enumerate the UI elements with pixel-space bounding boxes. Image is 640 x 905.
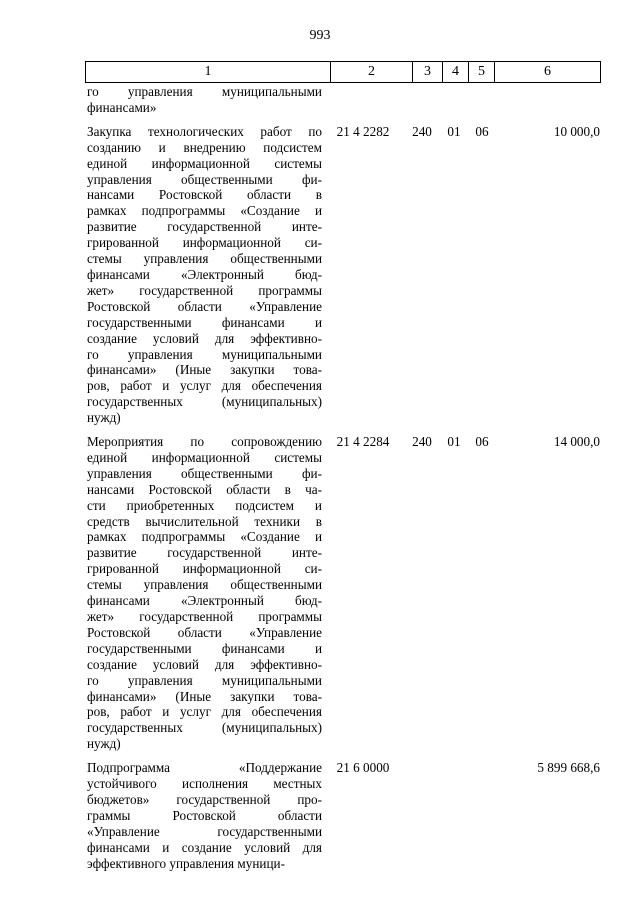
row-sum: 10 000,0 (553, 123, 600, 139)
row-subsection: 06 (475, 434, 489, 450)
description-line: бюджетов» государственной про- (87, 791, 322, 807)
row-expense-type: 240 (412, 434, 432, 450)
description-line: финансами» (87, 99, 157, 115)
description-line: нужд) (87, 410, 121, 426)
description-line: финансами» (Иные закупки това- (87, 362, 322, 378)
description-line: нужд) (87, 736, 121, 752)
row-description (85, 760, 322, 871)
description-line: стемы управления общественными (87, 251, 322, 267)
description-line: управления общественными фи- (87, 171, 322, 187)
table-row (85, 760, 600, 871)
description-line: эффективного управления муници- (87, 855, 285, 871)
description-line: государственными финансами и (87, 640, 322, 656)
header-col-3: 3 (413, 62, 443, 83)
description-line: единой информационной системы (87, 155, 322, 171)
description-line: финансами «Электронный бюд- (87, 266, 322, 282)
description-line: рамках подпрограммы «Создание и (87, 203, 322, 219)
row-description (85, 434, 322, 752)
row-sum: 14 000,0 (553, 434, 600, 450)
description-line: го управления муниципальными (87, 346, 322, 362)
row-expense-type: 240 (412, 123, 432, 139)
row-code: 21 4 2284 (336, 434, 390, 450)
description-line: грированной информационной си- (87, 235, 322, 251)
description-line: Подпрограмма «Поддержание (87, 760, 322, 776)
table-header (85, 61, 601, 83)
description-line: сти приобретенных подсистем и (87, 497, 322, 513)
row-sum: 5 899 668,6 (537, 760, 600, 776)
description-line: управления общественными фи- (87, 465, 322, 481)
description-line: Ростовской области «Управление (87, 624, 322, 640)
description-line: ров, работ и услуг для обеспечения (87, 704, 322, 720)
row-section: 01 (447, 123, 461, 139)
description-line: грированной информационной си- (87, 561, 322, 577)
description-line: граммы Ростовской области (87, 807, 322, 823)
table-row (85, 434, 600, 752)
header-col-2: 2 (331, 62, 413, 83)
description-line: государственными финансами и (87, 314, 322, 330)
header-col-1: 1 (86, 62, 331, 83)
description-line: нансами Ростовской области в (87, 187, 322, 203)
description-line: ров, работ и услуг для обеспечения (87, 378, 322, 394)
table-row (85, 84, 600, 116)
header-col-5: 5 (469, 62, 495, 83)
description-line: финансами» (Иные закупки това- (87, 688, 322, 704)
description-line: «Управление государственными (87, 823, 322, 839)
description-line: Закупка технологических работ по (87, 123, 322, 139)
description-line: средств вычислительной техники в (87, 513, 322, 529)
description-line: жет» государственной программы (87, 609, 322, 624)
table-row (85, 124, 600, 426)
description-line: государственных (муниципальных) (87, 394, 322, 410)
description-line: Мероприятия по сопровождению (87, 434, 322, 450)
description-line: устойчивого исполнения местных (87, 776, 322, 792)
description-line: финансами и создание условий для (87, 839, 322, 855)
row-description (85, 84, 322, 116)
page-number: 993 (309, 28, 331, 43)
description-line: финансами «Электронный бюд- (87, 593, 322, 609)
description-line: создание условий для эффективно- (87, 656, 322, 672)
description-line: нансами Ростовской области в ча- (87, 481, 322, 497)
description-line: создание условий для эффективно- (87, 330, 322, 346)
description-line: единой информационной системы (87, 449, 322, 465)
header-col-6: 6 (495, 62, 601, 83)
description-line: развитие государственной инте- (87, 219, 322, 235)
description-line: го управления муниципальными (87, 84, 322, 99)
description-line: государственных (муниципальных) (87, 720, 322, 736)
row-description (85, 124, 322, 426)
description-line: стемы управления общественными (87, 577, 322, 593)
header-col-4: 4 (443, 62, 469, 83)
description-line: развитие государственной инте- (87, 545, 322, 561)
table-body (85, 84, 600, 880)
description-line: го управления муниципальными (87, 672, 322, 688)
description-line: жет» государственной программы (87, 282, 322, 298)
row-subsection: 06 (475, 123, 489, 139)
row-section: 01 (447, 434, 461, 450)
description-line: рамках подпрограммы «Создание и (87, 529, 322, 545)
description-line: созданию и внедрению подсистем (87, 139, 322, 155)
row-code: 21 6 0000 (336, 760, 390, 776)
row-code: 21 4 2282 (336, 123, 390, 139)
description-line: Ростовской области «Управление (87, 298, 322, 314)
